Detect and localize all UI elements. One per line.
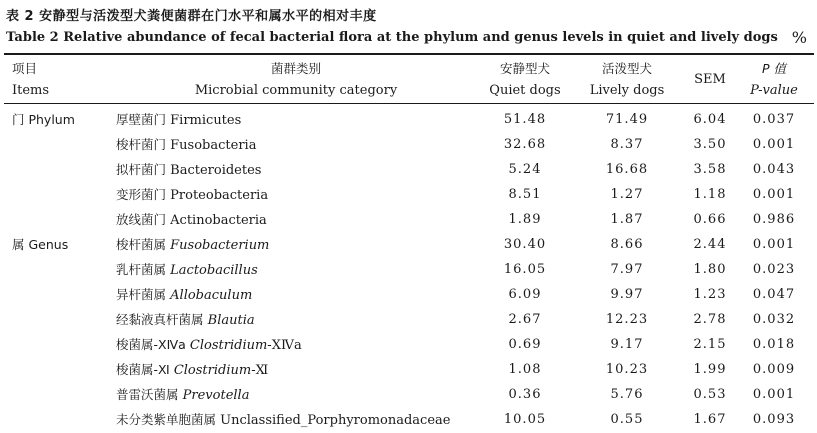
row-category — [116, 382, 249, 408]
header-items — [12, 58, 49, 102]
category-scientific: Lactobacillus — [170, 263, 258, 278]
header-category-en: Microbial community category — [194, 83, 398, 98]
value-p: 0.001 — [752, 237, 796, 252]
category-cn: 经黏液真杆菌属 — [116, 312, 204, 327]
category-en: Ⅺ — [255, 363, 269, 378]
value-sem: 1.67 — [693, 412, 727, 427]
value-sem: 3.50 — [693, 137, 727, 152]
row-category — [116, 332, 302, 358]
header-p-en: P-value — [750, 83, 798, 98]
category-cn: 梭菌属-ⅩⅣa — [116, 337, 186, 352]
value-p: 0.032 — [752, 312, 796, 327]
category-cn: 普雷沃菌属 — [116, 387, 179, 402]
header-lively-dogs — [572, 58, 682, 102]
category-cn: 梭杆菌属 — [116, 237, 167, 252]
table-row — [0, 407, 817, 432]
unit-label: % — [791, 28, 807, 47]
table-row — [0, 107, 817, 132]
value-lively-dogs: 10.23 — [605, 362, 649, 377]
value-p: 0.009 — [752, 362, 796, 377]
header-items-cn: 项目 — [12, 61, 38, 76]
value-lively-dogs: 8.66 — [610, 237, 644, 252]
row-category — [116, 232, 269, 258]
value-lively-dogs: 0.55 — [610, 412, 644, 427]
value-sem: 2.44 — [693, 237, 727, 252]
header-p-cn: P 值 — [761, 61, 786, 76]
header-quiet-dogs — [470, 58, 580, 102]
value-quiet-dogs: 30.40 — [503, 237, 547, 252]
category-en: Unclassified_Porphyromonadaceae — [220, 413, 451, 428]
category-cn: 梭杆菌门 — [116, 137, 167, 152]
value-quiet-dogs: 1.89 — [508, 212, 542, 227]
value-lively-dogs: 9.17 — [610, 337, 644, 352]
category-cn: 异杆菌属 — [116, 287, 167, 302]
value-quiet-dogs: 6.09 — [508, 287, 542, 302]
value-p: 0.018 — [752, 337, 796, 352]
value-sem: 2.15 — [693, 337, 727, 352]
table-row — [0, 157, 817, 182]
value-lively-dogs: 9.97 — [610, 287, 644, 302]
value-lively-dogs: 8.37 — [610, 137, 644, 152]
category-cn: 乳杆菌属 — [116, 262, 167, 277]
value-quiet-dogs: 10.05 — [503, 412, 547, 427]
top-rule — [4, 53, 814, 55]
header-p-value — [740, 58, 808, 102]
value-quiet-dogs: 16.05 — [503, 262, 547, 277]
value-quiet-dogs: 8.51 — [508, 187, 542, 202]
value-quiet-dogs: 32.68 — [503, 137, 547, 152]
header-quiet-en: Quiet dogs — [489, 83, 561, 98]
value-quiet-dogs: 0.36 — [508, 387, 542, 402]
category-cn: 放线菌门 — [116, 212, 167, 227]
table-row — [0, 382, 817, 407]
value-sem: 1.23 — [693, 287, 727, 302]
table-row — [0, 307, 817, 332]
header-rule — [4, 103, 814, 104]
table-row — [0, 132, 817, 157]
header-lively-cn: 活泼型犬 — [601, 61, 652, 76]
row-category — [116, 132, 256, 158]
value-p: 0.093 — [752, 412, 796, 427]
table-row — [0, 232, 817, 257]
row-category — [116, 182, 268, 208]
category-en: ⅩⅣa — [271, 338, 302, 353]
header-items-en: Items — [12, 83, 50, 98]
value-sem: 0.66 — [693, 212, 727, 227]
value-lively-dogs: 5.76 — [610, 387, 644, 402]
value-quiet-dogs: 51.48 — [503, 112, 547, 127]
category-en: Fusobacteria — [170, 138, 257, 153]
value-quiet-dogs: 1.08 — [508, 362, 542, 377]
value-sem: 1.80 — [693, 262, 727, 277]
value-p: 0.023 — [752, 262, 796, 277]
category-scientific: Blautia — [207, 313, 255, 328]
value-quiet-dogs: 2.67 — [508, 312, 542, 327]
value-p: 0.001 — [752, 137, 796, 152]
category-cn: 厚壁菌门 — [116, 112, 167, 127]
category-cn: 梭菌属-Ⅺ — [116, 362, 170, 377]
category-scientific: Prevotella — [182, 388, 250, 403]
value-lively-dogs: 1.27 — [610, 187, 644, 202]
value-p: 0.047 — [752, 287, 796, 302]
row-category — [116, 257, 258, 283]
table-row — [0, 182, 817, 207]
table-row — [0, 357, 817, 382]
value-p: 0.001 — [752, 187, 796, 202]
category-cn: 变形菌门 — [116, 187, 167, 202]
value-quiet-dogs: 0.69 — [508, 337, 542, 352]
category-scientific: Clostridium- — [173, 363, 256, 378]
table-title-en: Table 2 Relative abundance of fecal bacterial flora at the phylum and genus levels in quiet and lively dogs — [6, 30, 778, 45]
category-scientific: Clostridium- — [189, 338, 272, 353]
value-sem: 1.18 — [693, 187, 727, 202]
value-sem: 0.53 — [693, 387, 727, 402]
row-category — [116, 107, 241, 133]
category-scientific: Allobaculum — [170, 288, 253, 303]
value-p: 0.037 — [752, 112, 796, 127]
header-lively-en: Lively dogs — [589, 83, 665, 98]
row-category — [116, 157, 261, 183]
category-en: Bacteroidetes — [170, 163, 262, 178]
value-sem: 6.04 — [693, 112, 727, 127]
category-cn: 未分类紫单胞菌属 — [116, 412, 217, 427]
category-cn: 拟杆菌门 — [116, 162, 167, 177]
table-row — [0, 282, 817, 307]
row-category — [116, 282, 252, 308]
value-lively-dogs: 12.23 — [605, 312, 649, 327]
row-category — [116, 307, 255, 333]
value-lively-dogs: 16.68 — [605, 162, 649, 177]
header-category — [176, 58, 416, 102]
header-quiet-cn: 安静型犬 — [499, 61, 550, 76]
table-row — [0, 257, 817, 282]
value-p: 0.986 — [752, 212, 796, 227]
value-p: 0.043 — [752, 162, 796, 177]
value-lively-dogs: 7.97 — [610, 262, 644, 277]
table-row — [0, 207, 817, 232]
value-lively-dogs: 71.49 — [605, 112, 649, 127]
value-sem: 2.78 — [693, 312, 727, 327]
category-en: Proteobacteria — [170, 188, 269, 203]
header-sem-label: SEM — [694, 72, 726, 87]
value-sem: 3.58 — [693, 162, 727, 177]
table-title-cn: 表 2 安静型与活泼型犬粪便菌群在门水平和属水平的相对丰度 — [6, 9, 377, 24]
row-category — [116, 207, 267, 233]
value-p: 0.001 — [752, 387, 796, 402]
category-en: Firmicutes — [170, 113, 242, 128]
value-sem: 1.99 — [693, 362, 727, 377]
table-row — [0, 332, 817, 357]
value-lively-dogs: 1.87 — [610, 212, 644, 227]
row-category — [116, 407, 450, 433]
row-group-label: 门 Phylum — [12, 112, 75, 127]
header-sem — [680, 69, 740, 91]
category-en: Actinobacteria — [170, 213, 267, 228]
row-group-label: 属 Genus — [12, 237, 69, 252]
row-category — [116, 357, 268, 383]
header-category-cn: 菌群类别 — [270, 61, 321, 76]
category-scientific: Fusobacterium — [170, 238, 270, 253]
value-quiet-dogs: 5.24 — [508, 162, 542, 177]
